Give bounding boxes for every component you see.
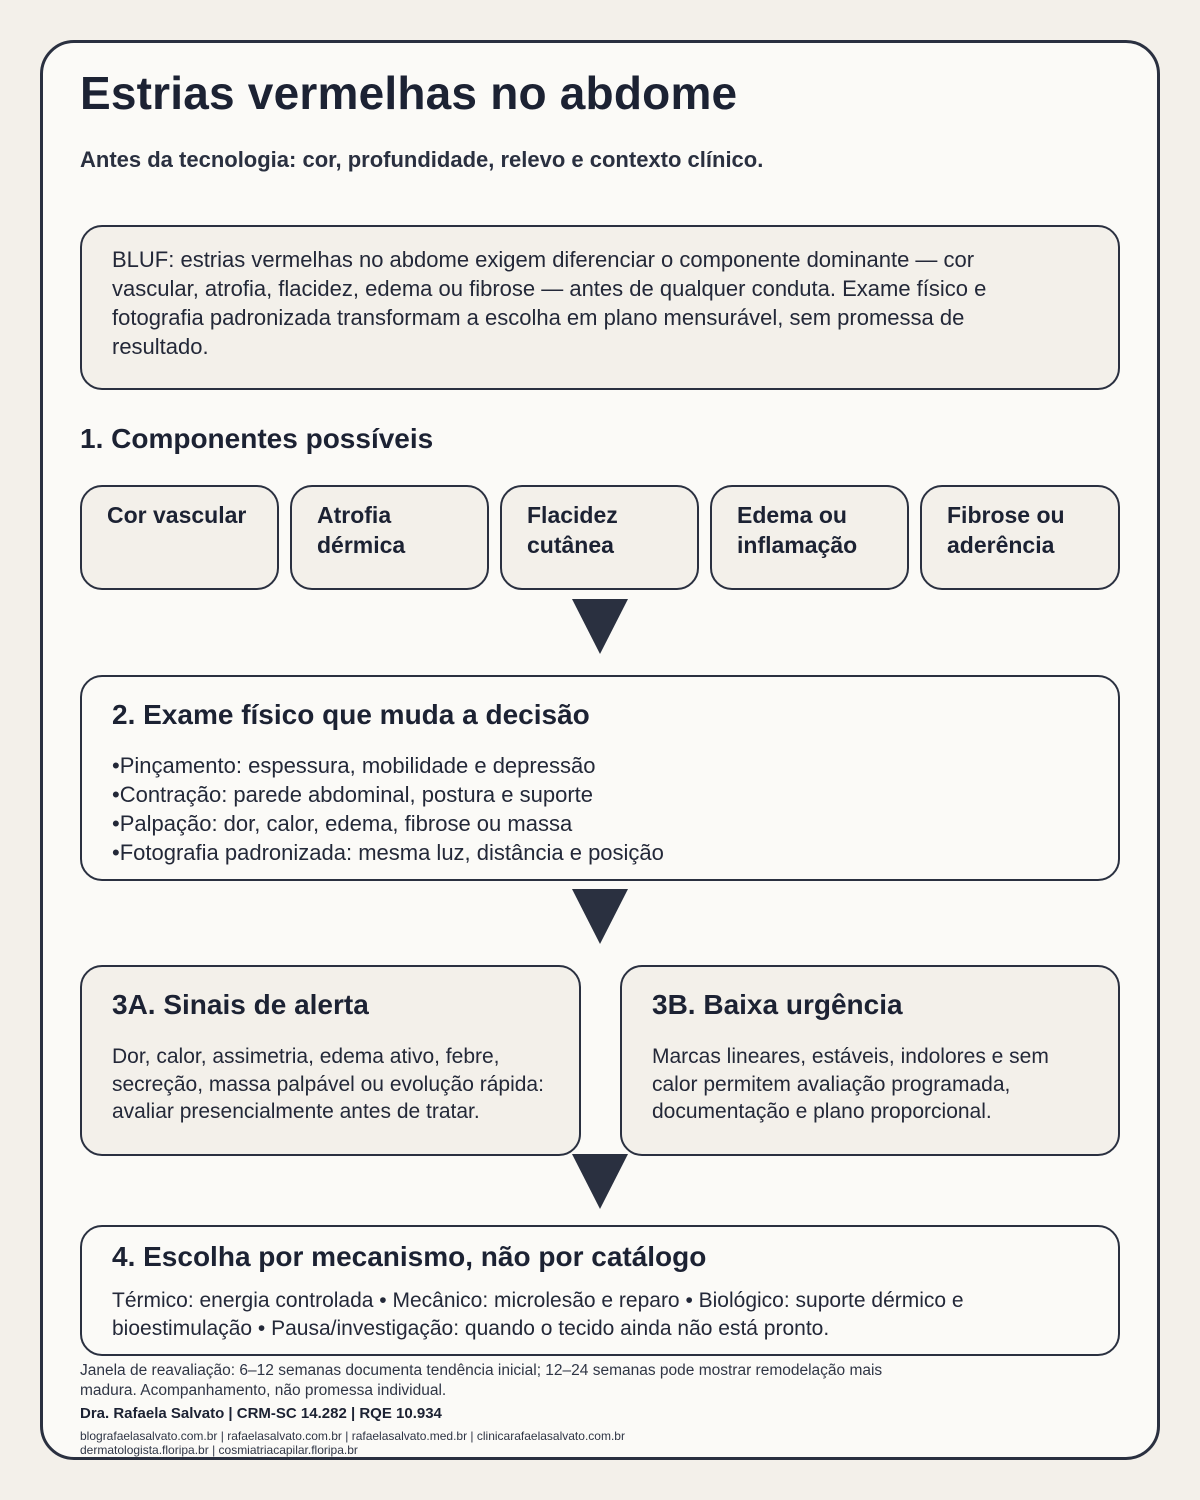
exam-item: • Palpação: dor, calor, edema, fibrose ou massa — [112, 809, 1088, 838]
bluf-summary: BLUF: estrias vermelhas no abdome exigem diferenciar o componente dominante — cor vascular, atrofia, flacidez, edema ou fibrose — antes de qualquer conduta. Exame físico e fotografia padronizada transformam a escolha em plano mensurável, sem promessa de resultado. — [80, 225, 1120, 390]
section-3b-title: 3B. Baixa urgência — [652, 989, 903, 1020]
alert-signs-box — [80, 965, 581, 1156]
component-edema: Edema ou inflamação — [710, 485, 909, 590]
exam-item: • Fotografia padronizada: mesma luz, distância e posição — [112, 838, 1088, 867]
flow-arrow-3 — [571, 1152, 629, 1210]
exam-item: • Pinçamento: espessura, mobilidade e depressão — [112, 751, 1088, 780]
section-3a-text: Dor, calor, assimetria, edema ativo, febre, secreção, massa palpável ou evolução rápida: avaliar presencialmente antes de tratar. — [112, 1045, 544, 1123]
component-flacidez: Flacidez cutânea — [500, 485, 699, 590]
author-credit: Dra. Rafaela Salvato | CRM-SC 14.282 | RQE 10.934 — [80, 1405, 442, 1422]
exam-box — [80, 675, 1120, 881]
reevaluation-note: Janela de reavaliação: 6–12 semanas documenta tendência inicial; 12–24 semanas pode mostrar remodelação mais madura. Acompanhamento, não promessa individual. — [80, 1362, 883, 1399]
website-line: blografaelasalvato.com.br | rafaelasalvato.com.br | rafaelasalvato.med.br | clinicarafaelasalvato.com.br — [80, 1429, 625, 1443]
website-list — [80, 1429, 700, 1457]
section-3b-text: Marcas lineares, estáveis, indolores e sem calor permitem avaliação programada, documentação e plano proporcional. — [652, 1045, 1049, 1123]
website-line: dermatologista.floripa.br | cosmiatriacapilar.floripa.br — [80, 1443, 358, 1457]
flow-arrow-2 — [571, 887, 629, 945]
section-4-title: 4. Escolha por mecanismo, não por catálogo — [112, 1241, 707, 1272]
component-cor-vascular: Cor vascular — [80, 485, 279, 590]
exam-list — [112, 751, 1088, 867]
exam-item: • Contração: parede abdominal, postura e suporte — [112, 780, 1088, 809]
section-1-title: 1. Componentes possíveis — [80, 423, 434, 454]
component-atrofia: Atrofia dérmica — [290, 485, 489, 590]
section-3a-title: 3A. Sinais de alerta — [112, 989, 369, 1020]
mechanism-box — [80, 1225, 1120, 1356]
section-4-text: Térmico: energia controlada • Mecânico: microlesão e reparo • Biológico: suporte dérmico e bioestimulação • Pausa/investigação: quando o tecido ainda não está pronto. — [112, 1289, 964, 1340]
flow-arrow-1 — [571, 597, 629, 655]
component-fibrose: Fibrose ou aderência — [920, 485, 1120, 590]
low-urgency-box — [620, 965, 1120, 1156]
page-title: Estrias vermelhas no abdome — [80, 67, 738, 119]
page-subtitle: Antes da tecnologia: cor, profundidade, relevo e contexto clínico. — [80, 147, 764, 172]
section-2-title: 2. Exame físico que muda a decisão — [112, 699, 590, 730]
